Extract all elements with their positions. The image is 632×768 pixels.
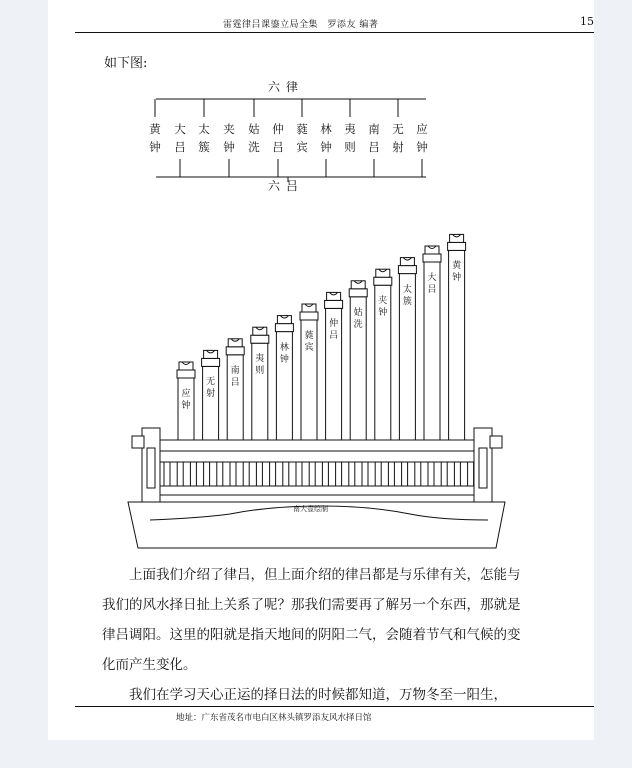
stand-slat (283, 462, 289, 486)
stand-slat (296, 462, 302, 486)
column-bottom-char: 吕 (272, 140, 284, 154)
pipe-label-10: 大吕 (427, 273, 437, 295)
pipe-caption: 南大壹绘制 (293, 505, 328, 513)
column-bottom-char: 钟 (149, 140, 161, 154)
column-top-char: 应 (416, 122, 428, 136)
column-bottom-char: 簇 (198, 140, 210, 154)
stand-slat (270, 462, 276, 486)
column-bottom-char: 洗 (248, 140, 260, 154)
stand-slat (441, 462, 447, 486)
pipe-7 (349, 281, 367, 440)
column-top-char: 夷 (344, 122, 356, 136)
stand-slat (177, 462, 183, 486)
pipe-label-3: 夷则 (255, 354, 265, 377)
six-lu-label: 六律 (268, 80, 305, 94)
stand-slat (322, 462, 328, 486)
column-top-char: 黄 (149, 122, 161, 136)
column-top-char: 蕤 (296, 122, 308, 136)
column-bottom-char: 钟 (416, 140, 428, 154)
page-number: 15 (580, 15, 594, 28)
column-top-char: 南 (368, 122, 380, 136)
pipe-6 (325, 292, 343, 440)
pipe-label-9: 太簇 (402, 284, 412, 307)
viewer-bottom-strip (0, 740, 632, 768)
six-lv-label: 六吕 (268, 179, 305, 193)
pipe-label-6: 仲吕 (329, 319, 339, 342)
footer-rule (75, 706, 594, 707)
stand-slat (402, 462, 408, 486)
pipe-label-5: 蕤宾 (304, 331, 314, 353)
header-title: 雷霆律吕课鎏立局全集 罗添友 编著 (223, 20, 379, 30)
middle-rail (157, 451, 487, 462)
pipe-4 (275, 316, 293, 440)
stand-slat (256, 462, 262, 486)
stand-slat (230, 462, 236, 486)
pipe-3 (251, 327, 269, 440)
paragraph-1: 上面我们介绍了律吕，但上面介绍的律吕都是与乐律有关，怎能与我们的风水择日扯上关系了呢？那我们需要再了解另一个东西，那就是律吕调阳。这里的阳就是指天地间的阴阳二气，会随着节气和气候的变化而产生变化。 (102, 567, 521, 673)
pipe-label-1: 无射 (206, 377, 216, 400)
stand-slat (415, 462, 421, 486)
stand-slat (388, 462, 394, 486)
column-bottom-char: 钟 (223, 140, 235, 154)
paragraph-2: 我们在学习天心正运的择日法的时候都知道，万物冬至一阳生， (129, 687, 507, 703)
stand-slat (362, 462, 368, 486)
stand-slat (164, 462, 170, 486)
column-bottom-char: 射 (392, 140, 404, 154)
stand-slat (243, 462, 249, 486)
stand-slat (190, 462, 196, 486)
stand-slat (349, 462, 355, 486)
stand-slat (428, 462, 434, 486)
pipe-label-7: 姑洗 (353, 307, 363, 330)
pipe-label-0: 应钟 (181, 389, 191, 411)
stand-slat (375, 462, 381, 486)
pipe-5 (300, 304, 318, 440)
column-top-char: 林 (320, 122, 332, 136)
column-bottom-char: 吕 (174, 140, 186, 154)
column-top-char: 大 (174, 122, 186, 136)
upper-rail (157, 440, 487, 451)
column-bottom-char: 钟 (320, 140, 332, 154)
column-top-char: 姑 (248, 122, 260, 136)
column-top-char: 太 (198, 122, 210, 136)
column-bottom-char: 宾 (296, 140, 308, 154)
stand-slat (217, 462, 223, 486)
pipe-label-8: 夹钟 (378, 296, 388, 319)
pipe-label-2: 南吕 (230, 365, 240, 388)
stand-slat (204, 462, 210, 486)
column-bottom-char: 吕 (368, 140, 380, 154)
footer-address: 地址：广东省茂名市电白区林头镇罗添友风水择日馆 (176, 713, 372, 723)
stand-slat (336, 462, 342, 486)
stand-slat (454, 462, 460, 486)
pipe-label-4: 林钟 (279, 342, 289, 365)
column-top-char: 仲 (272, 122, 284, 136)
lower-rail (157, 486, 487, 495)
column-top-char: 夹 (223, 122, 235, 136)
stand-slat (468, 462, 474, 486)
pipe-2 (226, 339, 244, 440)
intro-text: 如下图: (104, 56, 148, 71)
column-top-char: 无 (392, 122, 404, 136)
stand-slat (309, 462, 315, 486)
column-bottom-char: 则 (344, 140, 356, 154)
pipe-label-11: 黄钟 (452, 261, 462, 284)
